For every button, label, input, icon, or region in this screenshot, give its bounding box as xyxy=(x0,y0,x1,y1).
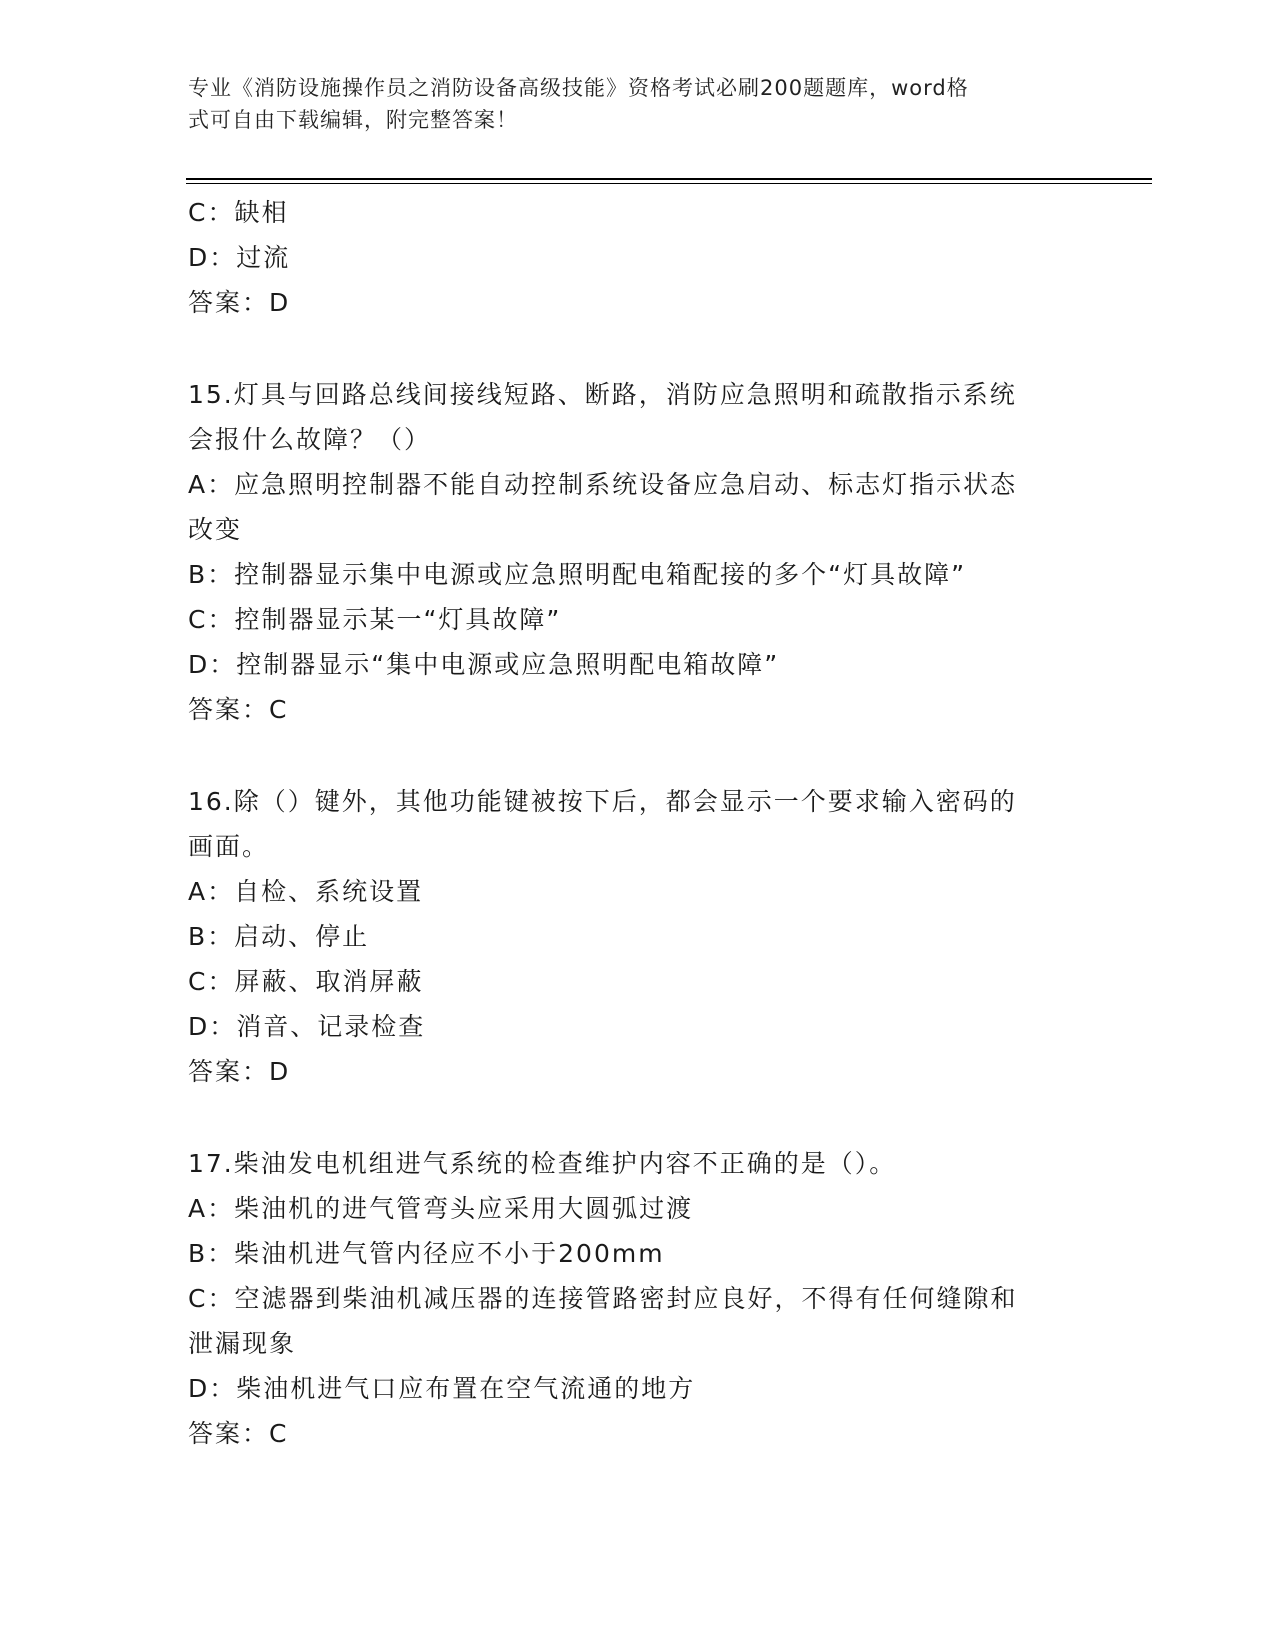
option-a: A：柴油机的进气管弯头应采用大圆弧过渡 xyxy=(188,1194,694,1223)
question-stem-line-2: 会报什么故障？（） xyxy=(188,425,432,454)
option-b: B：启动、停止 xyxy=(188,922,370,951)
option-c: C：屏蔽、取消屏蔽 xyxy=(188,967,424,996)
header-line-1: 专业《消防设施操作员之消防设备高级技能》资格考试必刷200题题库，word格 xyxy=(188,76,969,100)
option-c: C：控制器显示某一“灯具故障” xyxy=(188,605,562,634)
question-17 xyxy=(188,1141,1088,1456)
answer: 答案：D xyxy=(188,288,291,317)
option-d: D：消音、记录检查 xyxy=(188,1012,426,1041)
option-d: D：柴油机进气口应布置在空气流通的地方 xyxy=(188,1374,696,1403)
question-stem-line-1: 16.除（）键外，其他功能键被按下后，都会显示一个要求输入密码的 xyxy=(188,787,1017,816)
header-rule-thick xyxy=(186,178,1152,180)
header-rule-thin xyxy=(186,183,1152,184)
document-header xyxy=(188,72,1068,136)
option-a-line-1: A：应急照明控制器不能自动控制系统设备应急启动、标志灯指示状态 xyxy=(188,470,1018,499)
option-b: B：控制器显示集中电源或应急照明配电箱配接的多个“灯具故障” xyxy=(188,560,967,589)
option-d: D：控制器显示“集中电源或应急照明配电箱故障” xyxy=(188,650,780,679)
option-a-line-2: 改变 xyxy=(188,515,243,544)
header-line-2: 式可自由下载编辑，附完整答案！ xyxy=(188,108,518,132)
question-stem-line-2: 画面。 xyxy=(188,832,270,861)
answer: 答案：C xyxy=(188,695,289,724)
answer: 答案：D xyxy=(188,1057,291,1086)
option-a: A：自检、系统设置 xyxy=(188,877,424,906)
question-16 xyxy=(188,779,1088,1094)
question-stem-line-1: 15.灯具与回路总线间接线短路、断路，消防应急照明和疏散指示系统 xyxy=(188,380,1017,409)
option-c-line-2: 泄漏现象 xyxy=(188,1329,297,1358)
option-c: C：缺相 xyxy=(188,198,289,227)
spacer xyxy=(188,325,1088,372)
spacer xyxy=(188,732,1088,779)
question-content xyxy=(188,190,1088,1456)
question-15 xyxy=(188,372,1088,732)
answer: 答案：C xyxy=(188,1419,289,1448)
previous-question-tail xyxy=(188,190,1088,325)
spacer xyxy=(188,1094,1088,1141)
option-b: B：柴油机进气管内径应不小于200mm xyxy=(188,1239,665,1268)
option-c-line-1: C：空滤器到柴油机减压器的连接管路密封应良好，不得有任何缝隙和 xyxy=(188,1284,1018,1313)
option-d: D：过流 xyxy=(188,243,291,272)
question-stem-line-1: 17.柴油发电机组进气系统的检查维护内容不正确的是（）。 xyxy=(188,1149,897,1178)
